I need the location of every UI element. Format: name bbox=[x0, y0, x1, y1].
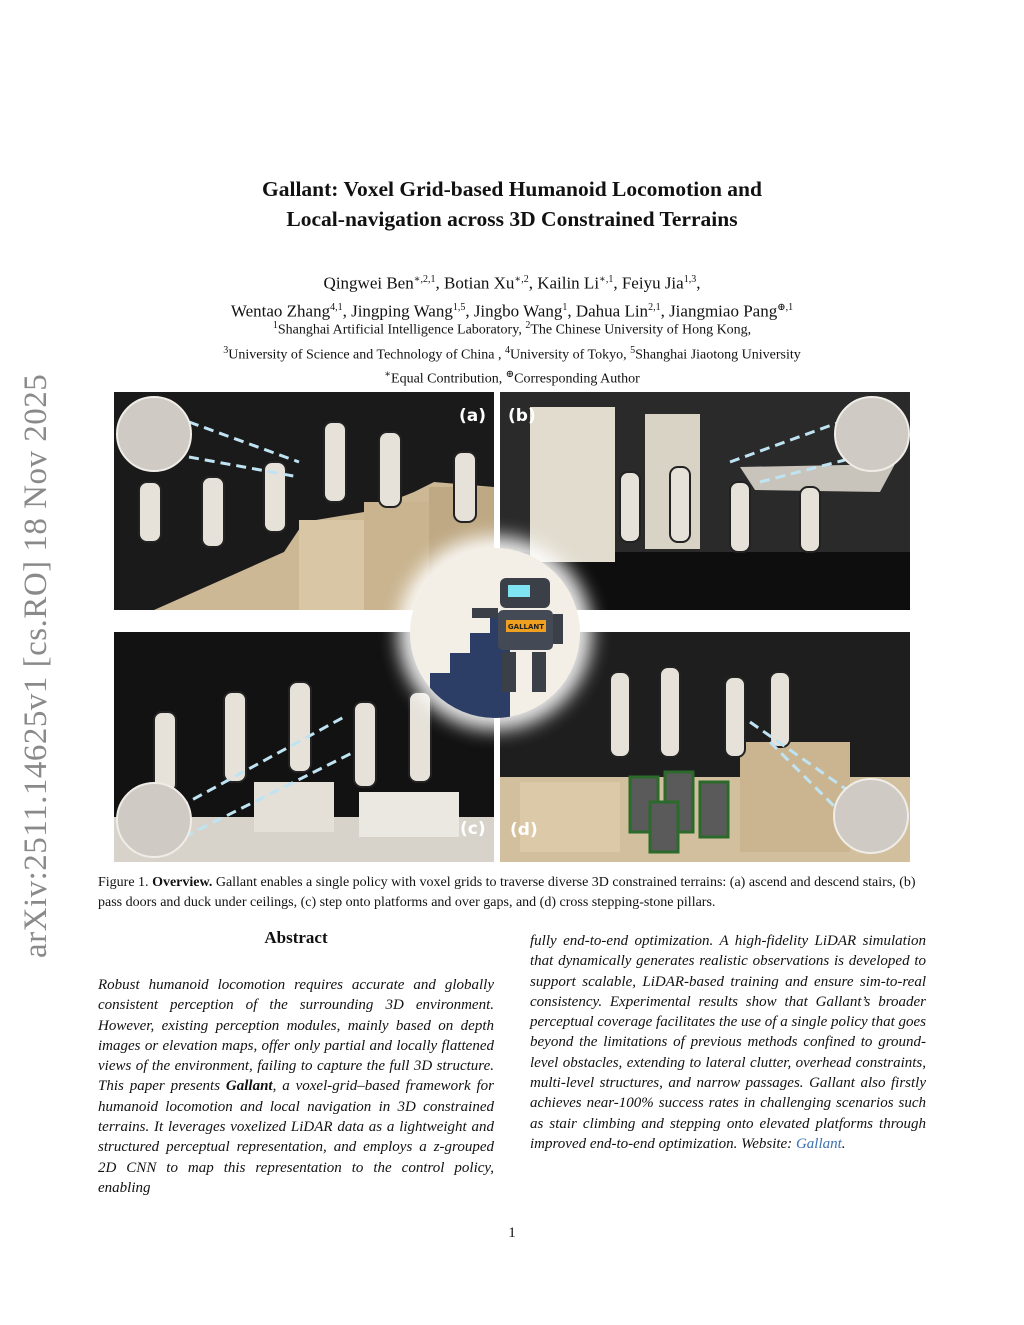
voxel-inset-d bbox=[833, 778, 909, 854]
author-separator: , bbox=[528, 273, 538, 293]
title-line-2: Local-navigation across 3D Constrained Terrains bbox=[286, 207, 738, 231]
author-separator: , bbox=[567, 301, 576, 321]
affiliation-text: University of Science and Technology of China , bbox=[228, 347, 505, 363]
affiliation-text: Shanghai Artificial Intelligence Laboratory, bbox=[277, 322, 526, 338]
author-name: Jingbo Wang bbox=[473, 301, 563, 321]
author-name: Jingping Wang bbox=[351, 301, 453, 321]
abstract-heading: Abstract bbox=[264, 928, 328, 947]
author-affiliation-sup: 4,1 bbox=[330, 301, 343, 313]
affiliation-sup: 4 bbox=[505, 345, 510, 356]
author-separator: , bbox=[660, 301, 670, 321]
author-line-1 bbox=[0, 268, 1024, 296]
author-separator: , bbox=[435, 273, 445, 293]
paper-title bbox=[0, 174, 1024, 234]
panel-label-a: (a) bbox=[459, 406, 487, 426]
author-name: Jiangmiao Pang bbox=[669, 301, 778, 321]
author-name: Feiyu Jia bbox=[621, 273, 684, 293]
author-affiliation-sup: 1,3 bbox=[683, 274, 697, 285]
affiliation-sup: ∗ bbox=[384, 369, 392, 380]
robot-badge-text: GALLANT bbox=[507, 623, 545, 631]
author-affiliation-sup: 2,1 bbox=[648, 301, 661, 313]
author-separator: , bbox=[696, 273, 701, 293]
affiliation-text: University of Tokyo, bbox=[510, 347, 631, 363]
figure-caption bbox=[98, 873, 928, 913]
author-name: Wentao Zhang bbox=[230, 301, 331, 321]
abstract-end: . bbox=[841, 1135, 846, 1152]
website-link[interactable]: Gallant bbox=[795, 1135, 842, 1152]
panel-b-doors-photo bbox=[500, 392, 910, 610]
author-affiliation-sup: 1 bbox=[562, 301, 568, 313]
abstract-text-part1: Robust humanoid locomotion requires accurate and globally consistent perception of the surrounding 3D environment. However, existing perception modules, mainly based on depth images or elevation maps, offer only partial and locally flattened views of the environment, failing to capture the full 3D structure. This paper presents bbox=[98, 977, 494, 1095]
author-list bbox=[0, 268, 1024, 323]
robot-mascot-illustration bbox=[410, 548, 580, 718]
author-separator: , bbox=[613, 273, 622, 293]
robot-mascot-icon bbox=[410, 548, 580, 718]
abstract-text-part2: , a voxel-grid–based framework for humanoid locomotion and local navigation in 3D constrained terrains. It leverages voxelized LiDAR data as a lightweight and structured perceptual representation, and employs a z-grouped 2D CNN to map this representation to the control policy, enabling bbox=[98, 1078, 495, 1196]
title-line-1: Gallant: Voxel Grid-based Humanoid Locomotion and bbox=[262, 177, 762, 201]
author-name: Dahua Lin bbox=[575, 301, 649, 321]
author-affiliation-sup: 1,5 bbox=[452, 301, 466, 313]
affiliation-line-2 bbox=[0, 345, 1024, 364]
author-name: Qingwei Ben bbox=[323, 273, 414, 293]
panel-label-d: (d) bbox=[510, 820, 538, 840]
voxel-inset-c bbox=[116, 782, 192, 858]
author-affiliation-sup: ∗,1 bbox=[599, 274, 614, 285]
abstract-right-column bbox=[530, 931, 926, 1154]
affiliation-text: Corresponding Author bbox=[514, 371, 640, 387]
author-separator: , bbox=[342, 301, 352, 321]
affiliation-text: The Chinese University of Hong Kong, bbox=[530, 322, 752, 338]
author-separator: , bbox=[465, 301, 474, 321]
page-number: 1 bbox=[508, 1225, 516, 1241]
author-affiliation-sup: ⊕,1 bbox=[777, 301, 794, 313]
arxiv-identifier: arXiv:2511.14625v1 [cs.RO] 18 Nov 2025 bbox=[18, 373, 54, 958]
affiliation-sup: ⊕ bbox=[505, 369, 515, 380]
voxel-inset-b bbox=[834, 396, 910, 472]
affiliation-sup: 5 bbox=[630, 345, 636, 356]
affiliation-line-1 bbox=[0, 320, 1024, 339]
author-affiliation-sup: ∗,2 bbox=[514, 274, 529, 285]
panel-label-c: (c) bbox=[460, 819, 486, 839]
affiliation-sup: 2 bbox=[525, 320, 531, 331]
author-name: Botian Xu bbox=[444, 273, 515, 293]
voxel-inset-a bbox=[116, 396, 192, 472]
affiliation-sup: 1 bbox=[272, 320, 278, 331]
affiliation-text: Equal Contribution, bbox=[391, 371, 506, 387]
caption-bold: Overview. bbox=[152, 875, 213, 890]
figure-overview bbox=[114, 392, 910, 862]
abstract-text-part3: fully end-to-end optimization. A high-fidelity LiDAR simulation that dynamically generates realistic observations is developed to support scalable, LiDAR-based training and ensure sim-to-real consistency. Experimental results show that Gallant’s broader perceptual coverage facilitates the use of a single policy that goes beyond the limitations of previous methods confined to ground-level obstacles, extending to lateral clutter, overhead constraints, multi-level structures, and narrow passages. Gallant also firstly achieves near-100% success rates in challenging scenarios such as stair climbing and stepping onto elevated platforms through improved end-to-end optimization. Website: bbox=[530, 933, 927, 1152]
affiliation-text: Shanghai Jiaotong University bbox=[635, 347, 801, 363]
abstract-left-column bbox=[98, 975, 494, 1198]
author-name: Kailin Li bbox=[537, 273, 600, 293]
caption-label: Figure 1. bbox=[98, 875, 149, 890]
affiliation-line-3 bbox=[0, 369, 1024, 388]
caption-text: Gallant enables a single policy with voxel grids to traverse diverse 3D constrained terrains: (a) ascend and descend stairs, (b) pass doors and duck under ceilings, (c) step onto platforms and over gaps, and (d) cross stepping-stone pillars. bbox=[98, 875, 916, 910]
author-affiliation-sup: ∗,2,1 bbox=[413, 274, 436, 285]
affiliation-sup: 3 bbox=[223, 345, 229, 356]
abstract-bold-gallant: Gallant bbox=[225, 1078, 273, 1095]
panel-label-b: (b) bbox=[508, 406, 536, 426]
